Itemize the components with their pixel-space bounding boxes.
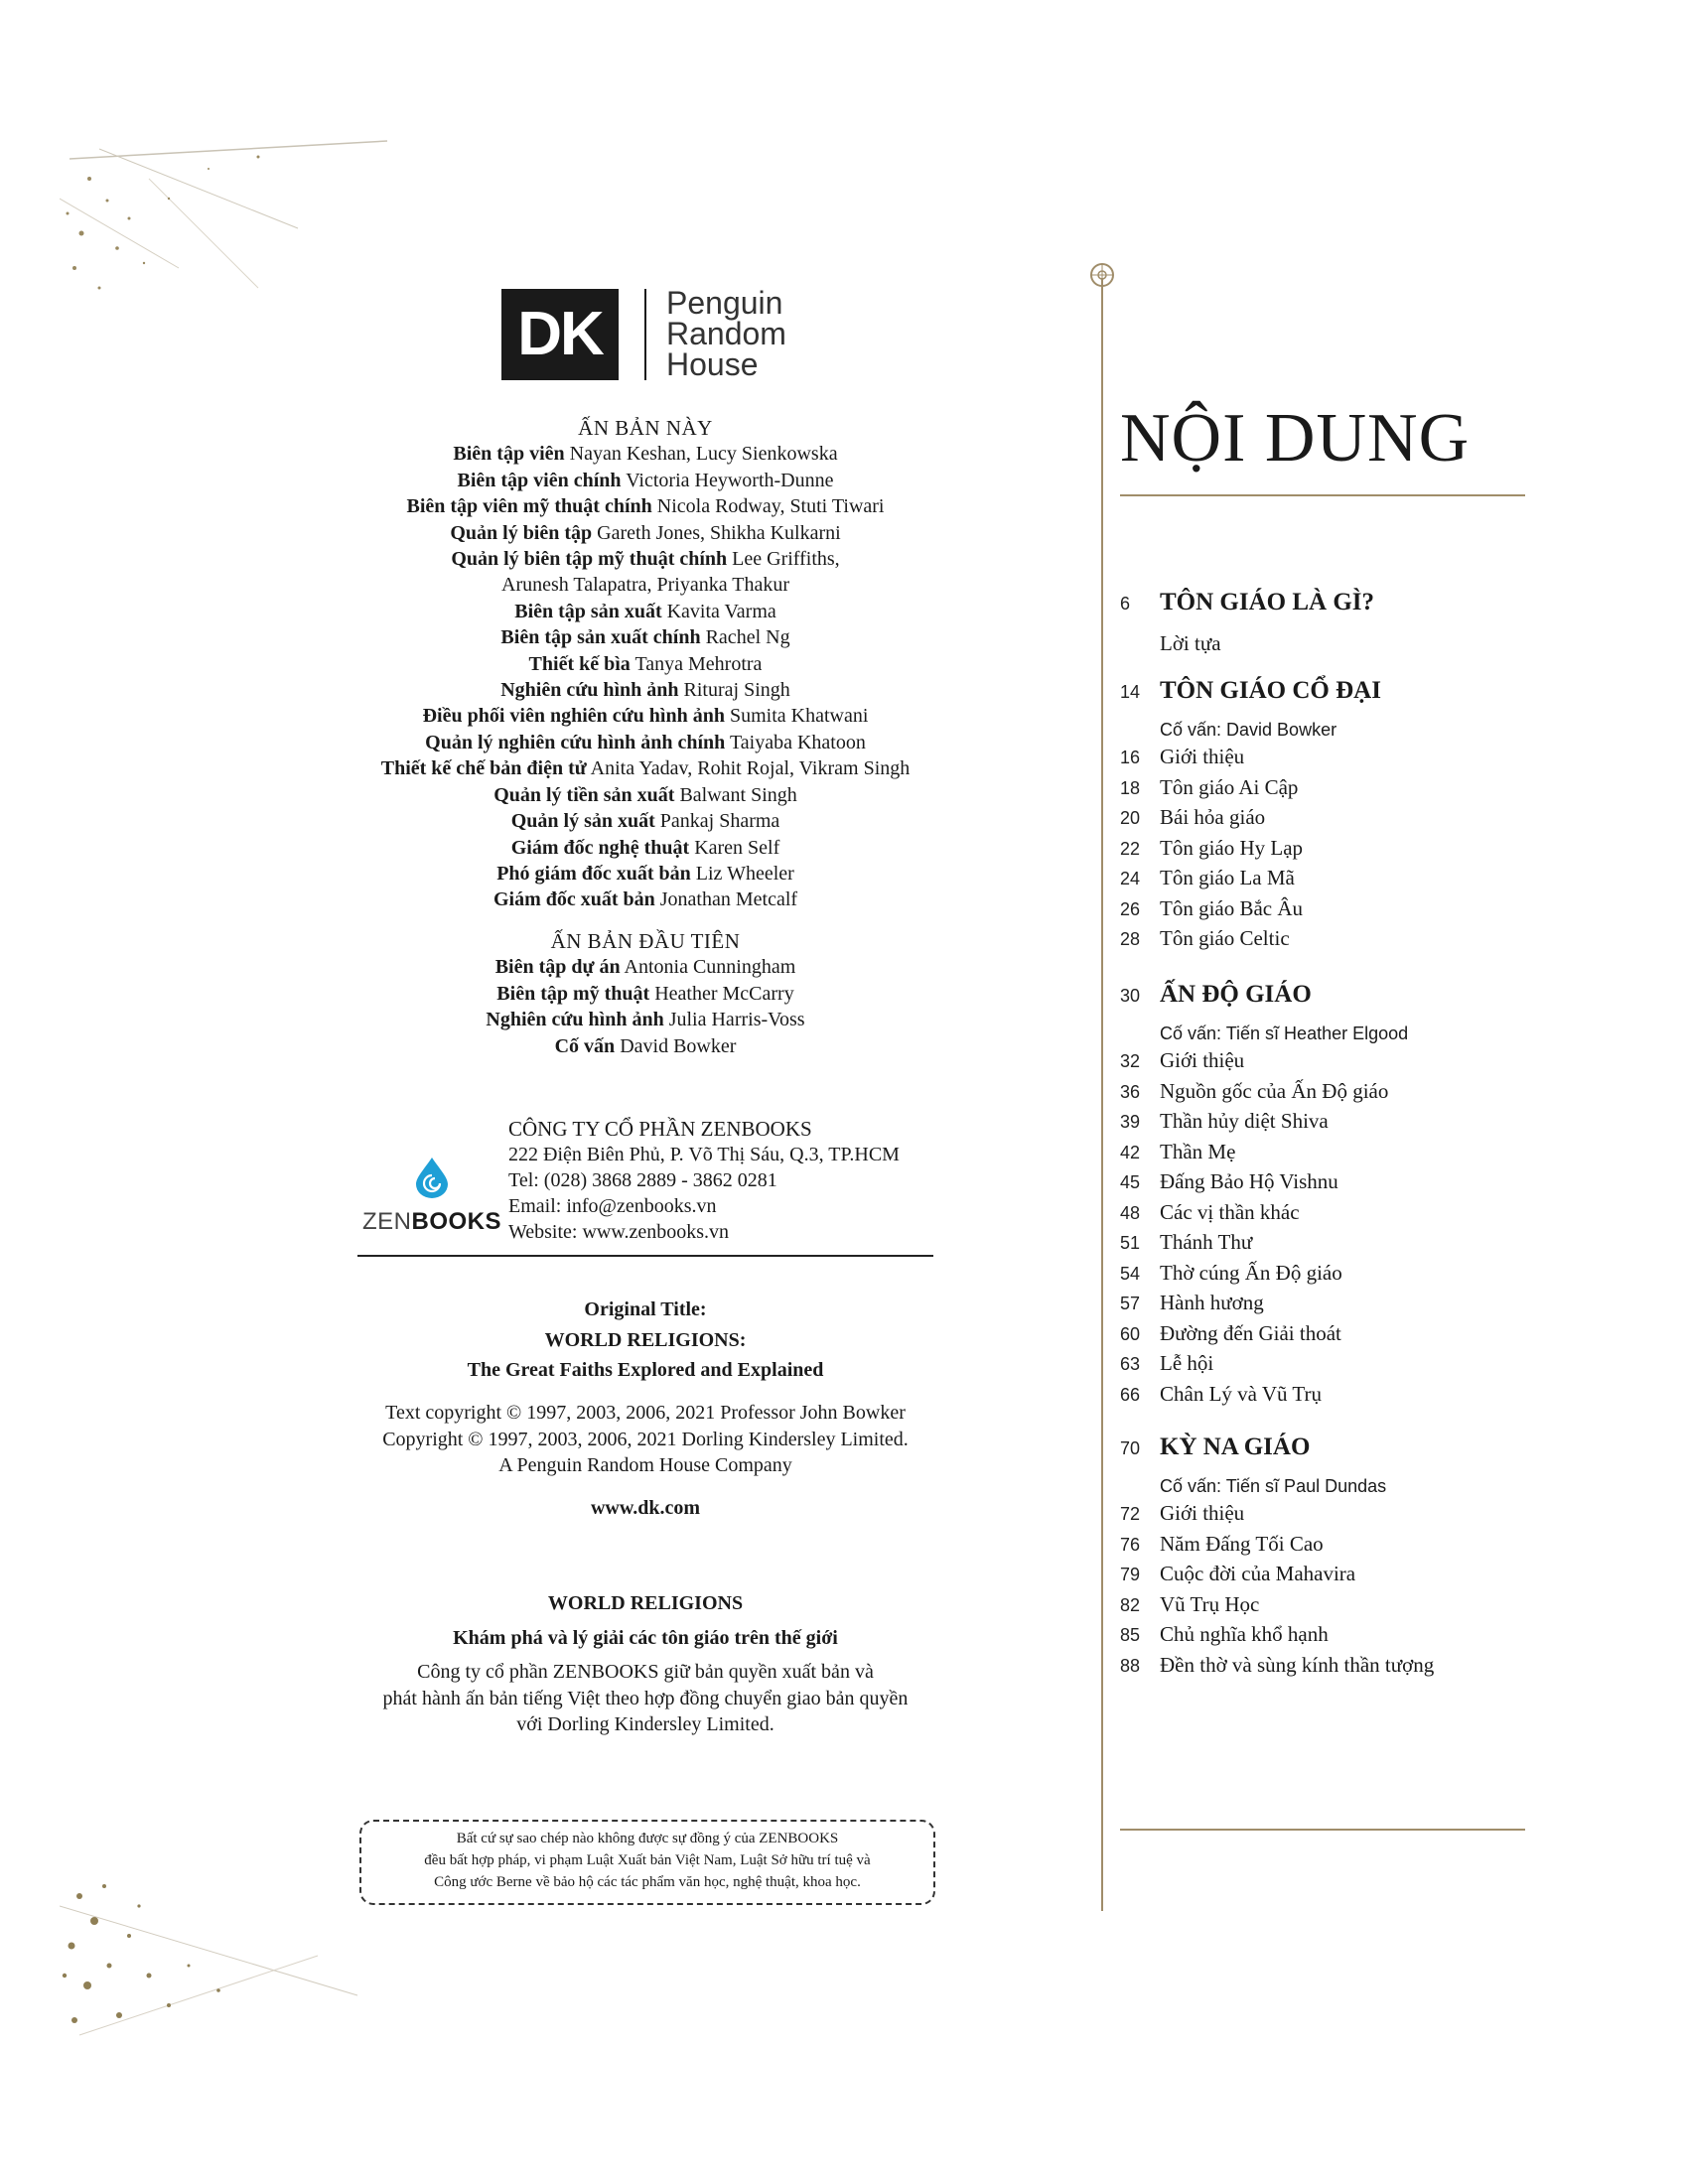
toc-entry-page: 22 — [1120, 838, 1141, 859]
toc-entry[interactable] — [1120, 836, 1537, 867]
toc-entry-title: Thần Mẹ — [1160, 1139, 1236, 1163]
credit-role: Thiết kế bìa — [528, 652, 631, 675]
toc-entry-page: 28 — [1120, 929, 1141, 949]
credit-row — [343, 981, 948, 1007]
credit-row — [343, 441, 948, 467]
toc-entry-page: 79 — [1120, 1565, 1141, 1584]
toc-entry-title: Tôn giáo Hy Lạp — [1160, 835, 1304, 860]
credit-role: Phó giám đốc xuất bản — [496, 862, 691, 885]
grunge-texture-top-left — [60, 139, 397, 308]
toc-entry[interactable] — [1120, 1291, 1537, 1321]
toc-entry-title: Cuộc đời của Mahavira — [1160, 1562, 1356, 1585]
credit-row — [343, 782, 948, 808]
toc-entry[interactable] — [1120, 1351, 1537, 1382]
prh-line: Penguin — [666, 285, 783, 321]
credit-row — [343, 1007, 948, 1032]
credit-names: Lee Griffiths, — [732, 548, 840, 571]
dk-logo-text: DK — [517, 300, 603, 368]
toc-entry[interactable] — [1120, 1230, 1537, 1261]
original-subtitle: The Great Faiths Explored and Explained — [467, 1359, 824, 1381]
credit-role: Quản lý biên tập mỹ thuật chính — [451, 548, 728, 571]
credit-names: Nayan Keshan, Lucy Sienkowska — [569, 443, 838, 466]
credit-names: Gareth Jones, Shikha Kulkarni — [597, 521, 841, 544]
toc-page-number: 14 — [1120, 682, 1141, 702]
toc-entry-page: 66 — [1120, 1384, 1141, 1405]
toc-entry-title: Năm Đấng Tối Cao — [1160, 1531, 1324, 1556]
credit-row — [343, 624, 948, 650]
company-tel: Tel: (028) 3868 2889 - 3862 0281 — [508, 1169, 777, 1191]
company-email: Email: info@zenbooks.vn — [508, 1195, 717, 1217]
zenbooks-wordmark-bold: BOOKS — [411, 1208, 501, 1235]
toc-entry-title: Đấng Bảo Hộ Vishnu — [1160, 1169, 1338, 1193]
toc-bottom-rule — [1120, 1829, 1525, 1831]
toc-entry[interactable] — [1120, 1048, 1537, 1079]
toc-entry-title: Bái hỏa giáo — [1160, 805, 1266, 829]
credit-names: Sumita Khatwani — [729, 705, 869, 728]
toc-entry[interactable] — [1120, 1200, 1537, 1231]
credit-role: Nghiên cứu hình ảnh — [486, 1009, 664, 1031]
toc-entry[interactable] — [1120, 926, 1537, 957]
toc-entry[interactable] — [1120, 1109, 1537, 1140]
credit-row — [343, 493, 948, 519]
toc-entry-page: 36 — [1120, 1081, 1141, 1102]
toc-entry-page: 72 — [1120, 1504, 1141, 1524]
toc-entry[interactable] — [1120, 805, 1537, 836]
toc-entry[interactable] — [1120, 1140, 1537, 1170]
toc-entry-title: Chủ nghĩa khổ hạnh — [1160, 1622, 1329, 1646]
credit-names: Tanya Mehrotra — [634, 652, 763, 675]
toc-entry[interactable] — [1120, 1562, 1537, 1592]
vn-rights-line: với Dorling Kindersley Limited. — [516, 1713, 774, 1735]
credit-row — [343, 730, 948, 755]
prh-line: Random — [666, 316, 786, 351]
original-title-label: Original Title: — [584, 1298, 707, 1320]
copyright-block — [343, 1400, 948, 1479]
toc-entry-title: Đường đến Giải thoát — [1160, 1320, 1341, 1345]
credit-role: Biên tập dự án — [494, 956, 621, 979]
toc-entry[interactable] — [1120, 1079, 1537, 1110]
credit-names: Victoria Heyworth-Dunne — [626, 469, 834, 491]
penguin-random-house-logo — [666, 285, 786, 382]
toc-entry-title: Đền thờ và sùng kính thần tượng — [1160, 1652, 1435, 1677]
toc-entry-title: Tôn giáo La Mã — [1160, 866, 1295, 889]
vietnamese-edition-block — [343, 1590, 948, 1738]
credit-row — [343, 808, 948, 834]
toc-entry-title: Thần hủy diệt Shiva — [1160, 1109, 1329, 1133]
toc-section-title: KỲ NA GIÁO — [1160, 1433, 1311, 1460]
credit-names: David Bowker — [620, 1034, 737, 1057]
toc-entry[interactable] — [1120, 866, 1537, 896]
credit-names: Liz Wheeler — [695, 862, 794, 885]
toc-entry-title: Các vị thần khác — [1160, 1199, 1300, 1224]
credit-names: Antonia Cunningham — [624, 956, 796, 979]
toc-entry-title: Nguồn gốc của Ấn Độ giáo — [1160, 1078, 1389, 1103]
credit-role: Biên tập sản xuất — [514, 600, 662, 622]
toc-entry[interactable] — [1120, 775, 1537, 806]
credit-names: Pankaj Sharma — [659, 810, 780, 833]
vn-title: WORLD RELIGIONS — [547, 1592, 744, 1614]
toc-entry-title: Hành hương — [1160, 1291, 1264, 1314]
credit-names: Rachel Ng — [705, 626, 790, 649]
toc-entry-title: Giới thiệu — [1160, 1048, 1245, 1072]
credit-names: Anita Yadav, Rohit Rojal, Vikram Singh — [590, 757, 911, 780]
toc-entry-title: Vũ Trụ Học — [1160, 1591, 1260, 1616]
toc-entry-page: 16 — [1120, 748, 1141, 767]
credit-names: Jonathan Metcalf — [659, 888, 798, 911]
prh-line: House — [666, 346, 759, 382]
toc-entry-title: Thờ cúng Ấn Độ giáo — [1160, 1260, 1342, 1285]
credit-role: Thiết kế chế bản điện tử — [380, 757, 587, 780]
toc-entry[interactable] — [1120, 1622, 1537, 1653]
notice-line: Công ước Berne về bảo hộ các tác phẩm văn học, nghệ thuật, khoa học. — [434, 1874, 861, 1890]
toc-entry-page: 60 — [1120, 1323, 1141, 1344]
toc-section-heading[interactable] — [1120, 677, 1537, 717]
toc-entry-title: Thánh Thư — [1160, 1230, 1253, 1254]
toc-entry-page: 82 — [1120, 1594, 1141, 1615]
toc-section-advisor: Cố vấn: Tiến sĩ Paul Dundas — [1160, 1476, 1387, 1496]
toc-section-title: TÔN GIÁO LÀ GÌ? — [1160, 589, 1375, 615]
toc-entry-page: 85 — [1120, 1625, 1141, 1645]
credit-role: Giám đốc nghệ thuật — [510, 836, 690, 859]
credit-role: Biên tập viên chính — [457, 469, 622, 491]
credit-role: Điều phối viên nghiên cứu hình ảnh — [422, 705, 725, 728]
publisher-company-block — [357, 1116, 933, 1257]
credit-row — [343, 651, 948, 677]
credit-role: Biên tập mỹ thuật — [496, 982, 650, 1005]
toc-entry-page: 63 — [1120, 1354, 1141, 1374]
first-edition-credits — [343, 928, 948, 1059]
toc-title: NỘI DUNG — [1120, 400, 1471, 477]
copyright-line: Copyright © 1997, 2003, 2006, 2021 Dorling Kindersley Limited. — [382, 1428, 909, 1450]
toc-entry-page: 42 — [1120, 1142, 1141, 1162]
toc-entry-title: Lễ hội — [1160, 1351, 1214, 1375]
credit-role: Giám đốc xuất bản — [492, 888, 655, 911]
toc-section — [1120, 677, 1537, 957]
credit-row — [343, 887, 948, 912]
credit-row — [343, 468, 948, 493]
dk-website-block — [343, 1495, 948, 1522]
publisher-logos — [501, 285, 786, 382]
toc-entry[interactable] — [1120, 896, 1537, 927]
credit-names: Heather McCarry — [654, 982, 794, 1005]
credit-names: Kavita Varma — [666, 600, 776, 622]
company-line: A Penguin Random House Company — [498, 1454, 792, 1476]
credit-role: Biên tập sản xuất chính — [500, 626, 701, 649]
credit-names: Taiyaba Khatoon — [729, 731, 866, 753]
logo-divider — [644, 289, 646, 380]
toc-entry[interactable] — [1120, 1592, 1537, 1623]
original-title-block — [343, 1297, 948, 1384]
toc-entry-page: 54 — [1120, 1263, 1141, 1284]
credit-names: Karen Self — [694, 836, 780, 859]
toc-entry-page: 48 — [1120, 1202, 1141, 1223]
credit-row — [343, 546, 948, 572]
toc-entry-page: 51 — [1120, 1233, 1141, 1253]
toc-top-rule — [1120, 494, 1525, 496]
credit-row — [343, 835, 948, 861]
credit-names: Arunesh Talapatra, Priyanka Thakur — [501, 574, 789, 597]
credit-role: Quản lý nghiên cứu hình ảnh chính — [425, 731, 726, 753]
toc-entry-page: 20 — [1120, 808, 1141, 828]
toc-entry[interactable] — [1120, 1501, 1537, 1532]
toc-section-subtitle: Lời tựa — [1160, 631, 1221, 655]
zenbooks-wordmark-thin: ZEN — [361, 1208, 412, 1235]
credit-row — [343, 755, 948, 781]
dk-logo — [501, 289, 619, 380]
toc-entry-page: 45 — [1120, 1172, 1141, 1192]
toc-entry-page: 18 — [1120, 777, 1141, 798]
toc-section-heading[interactable] — [1120, 981, 1537, 1021]
zenbooks-logo — [357, 1156, 506, 1236]
water-drop-icon — [410, 1156, 454, 1199]
vn-rights-line: Công ty cổ phần ZENBOOKS giữ bản quyền xuất bản và — [417, 1661, 874, 1683]
vn-subtitle: Khám phá và lý giải các tôn giáo trên thế giới — [453, 1626, 838, 1649]
this-edition-credits — [343, 415, 948, 913]
toc-entry-title: Tôn giáo Celtic — [1160, 926, 1290, 950]
credit-row — [343, 599, 948, 624]
toc-section — [1120, 981, 1537, 1412]
toc-entry[interactable] — [1120, 1261, 1537, 1292]
notice-line: Bất cứ sự sao chép nào không được sự đồng ý của ZENBOOKS — [456, 1831, 839, 1846]
credit-row — [343, 861, 948, 887]
credit-names: Julia Harris-Voss — [668, 1009, 805, 1031]
toc-entry[interactable] — [1120, 1169, 1537, 1200]
toc-entry-page: 26 — [1120, 898, 1141, 919]
toc-entry[interactable] — [1120, 1532, 1537, 1563]
original-title: WORLD RELIGIONS: — [544, 1328, 747, 1351]
credit-role: Quản lý tiền sản xuất — [493, 783, 675, 806]
toc-entry-page: 76 — [1120, 1534, 1141, 1555]
vertical-rule — [1101, 278, 1103, 1911]
credit-role: Biên tập viên mỹ thuật chính — [406, 495, 652, 518]
copyright-notice-box — [359, 1820, 935, 1905]
toc-entry-page: 32 — [1120, 1051, 1141, 1071]
toc-section-heading[interactable] — [1120, 589, 1537, 628]
this-edition-heading: ẤN BẢN NÀY — [578, 416, 713, 440]
toc-entry-page: 88 — [1120, 1655, 1141, 1676]
toc-entry-title: Chân Lý và Vũ Trụ — [1160, 1381, 1322, 1406]
company-website: Website: www.zenbooks.vn — [508, 1221, 730, 1243]
credit-role: Quản lý sản xuất — [510, 810, 655, 833]
toc-page-number: 70 — [1120, 1438, 1141, 1458]
credit-role: Biên tập viên — [453, 443, 565, 466]
toc-section-advisor: Cố vấn: David Bowker — [1160, 720, 1337, 740]
grunge-texture-bottom-left — [60, 1876, 377, 2045]
toc-page-number: 30 — [1120, 986, 1141, 1006]
toc-section — [1120, 589, 1537, 658]
credit-names: Balwant Singh — [679, 783, 797, 806]
credit-row — [343, 572, 948, 598]
toc-page-number: 6 — [1120, 594, 1131, 614]
toc-entry-page: 24 — [1120, 869, 1141, 888]
toc-section — [1120, 1433, 1537, 1683]
toc-entry-title: Tôn giáo Bắc Âu — [1160, 895, 1304, 920]
credit-row — [343, 1033, 948, 1059]
credit-row — [343, 703, 948, 729]
toc-entry-title: Tôn giáo Ai Cập — [1160, 774, 1299, 799]
vn-rights-line: phát hành ấn bản tiếng Việt theo hợp đồng chuyển giao bản quyền — [382, 1687, 909, 1709]
credit-role: Quản lý biên tập — [450, 521, 593, 544]
toc-section-title: ẤN ĐỘ GIÁO — [1160, 981, 1312, 1008]
toc-entry[interactable] — [1120, 1321, 1537, 1352]
toc-entry[interactable] — [1120, 1382, 1537, 1413]
toc-entry-title: Giới thiệu — [1160, 745, 1245, 768]
credit-names: Nicola Rodway, Stuti Tiwari — [656, 495, 885, 518]
credit-role: Nghiên cứu hình ảnh — [500, 679, 679, 702]
toc-entry-title: Giới thiệu — [1160, 1501, 1245, 1525]
toc-entry-page: 39 — [1120, 1112, 1141, 1132]
company-name: CÔNG TY CỔ PHẦN ZENBOOKS — [508, 1117, 812, 1141]
toc-entry[interactable] — [1120, 1653, 1537, 1684]
credit-row — [343, 520, 948, 546]
company-address: 222 Điện Biên Phủ, P. Võ Thị Sáu, Q.3, TP.HCM — [508, 1144, 900, 1165]
toc-section-title: TÔN GIÁO CỔ ĐẠI — [1160, 677, 1381, 704]
text-copyright: Text copyright © 1997, 2003, 2006, 2021 Professor John Bowker — [385, 1402, 906, 1424]
zenbooks-wordmark — [357, 1208, 506, 1236]
company-contact — [508, 1116, 900, 1245]
first-edition-heading: ẤN BẢN ĐẦU TIÊN — [550, 929, 741, 953]
credit-role: Cố vấn — [554, 1034, 616, 1057]
dk-website: www.dk.com — [590, 1497, 700, 1519]
toc-section-heading[interactable] — [1120, 1433, 1537, 1473]
credit-row — [343, 677, 948, 703]
notice-line: đều bất hợp pháp, vi phạm Luật Xuất bản Việt Nam, Luật Sở hữu trí tuệ và — [424, 1852, 871, 1868]
credit-row — [343, 954, 948, 980]
credit-names: Rituraj Singh — [683, 679, 790, 702]
toc-entry-page: 57 — [1120, 1294, 1141, 1313]
toc-section-advisor: Cố vấn: Tiến sĩ Heather Elgood — [1160, 1024, 1409, 1043]
toc-entry[interactable] — [1120, 745, 1537, 775]
